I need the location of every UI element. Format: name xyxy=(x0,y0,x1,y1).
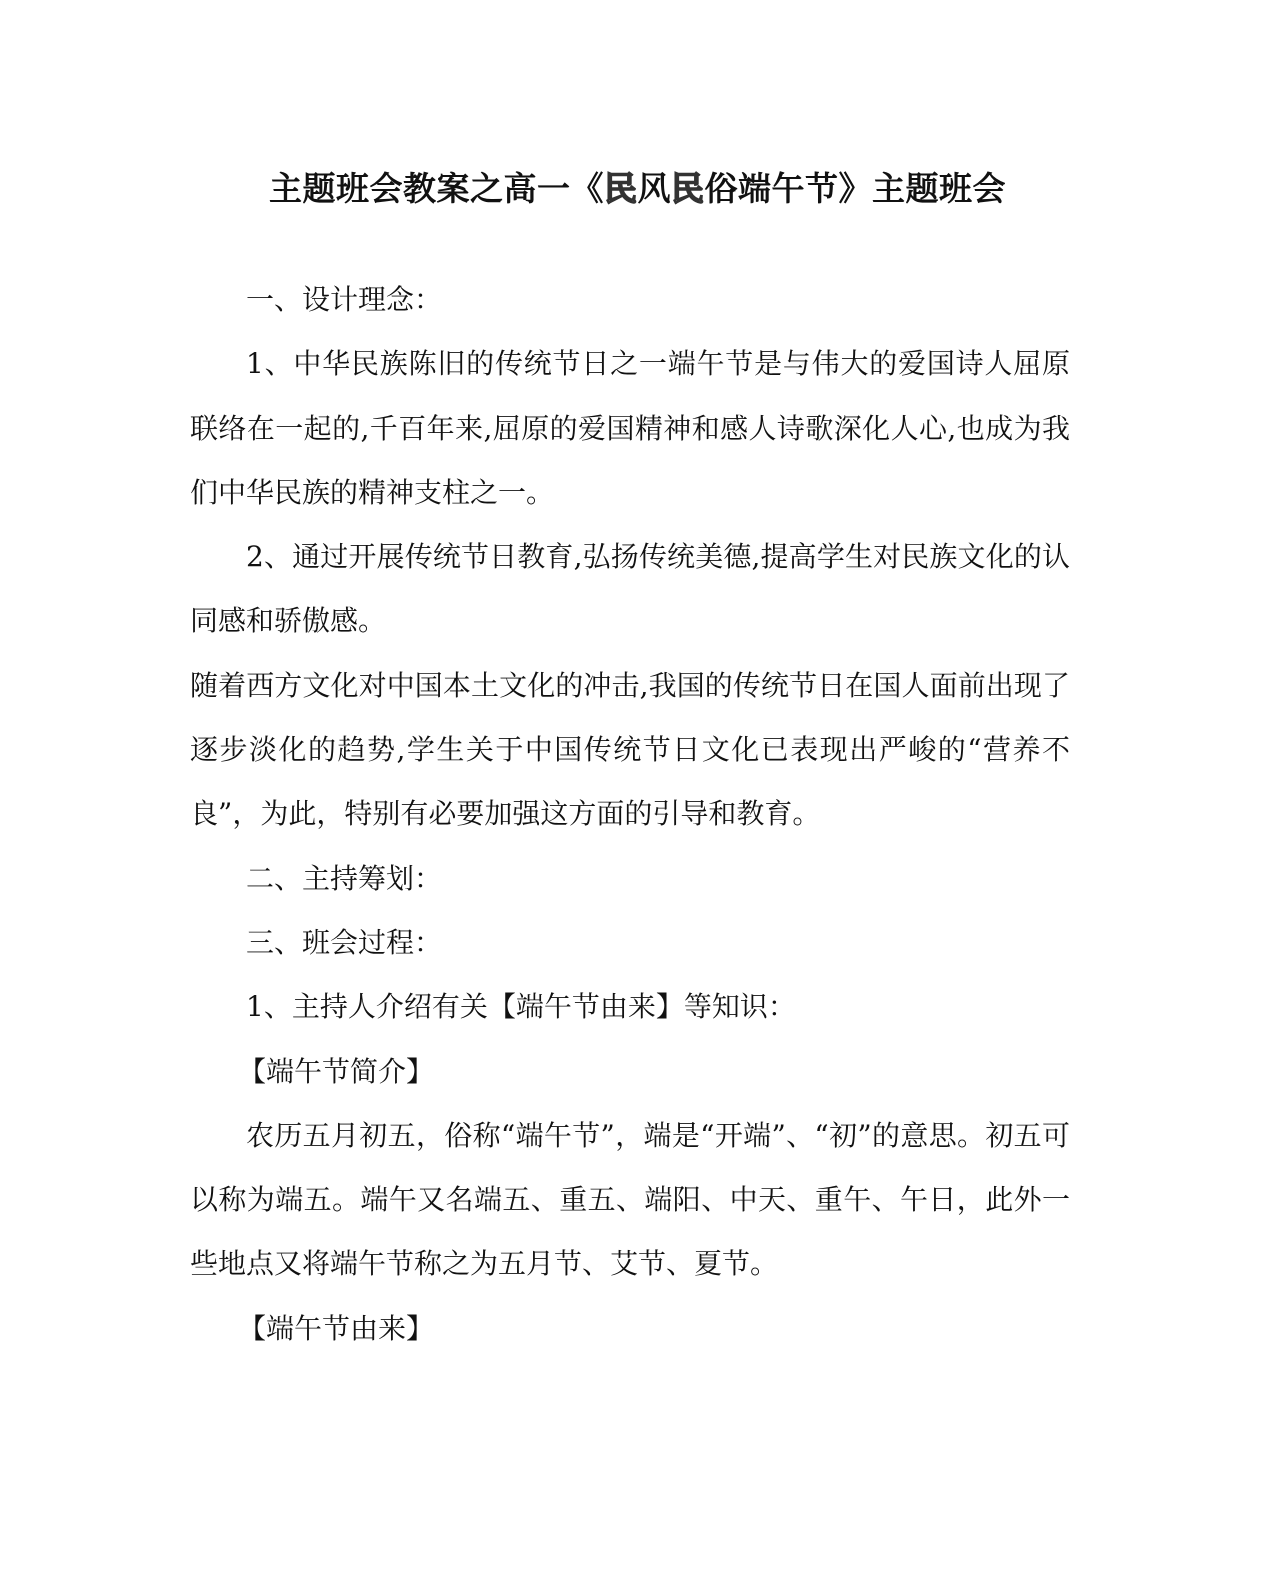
paragraph: 农历五月初五，俗称“端午节”，端是“开端”、“初”的意思。初五可以称为端五。端午又名端五、重五、端阳、中天、重午、午日，此外一些地点又将端午节称之为五月节、艾节、夏节。 xyxy=(190,1118,1070,1281)
subsection-heading: 【端午节由来】 xyxy=(238,1311,435,1345)
section-heading: 三、班会过程： xyxy=(246,925,443,959)
title-outlined-char: 民 xyxy=(604,169,638,208)
paragraph: 1、中华民族陈旧的传统节日之一端午节是与伟大的爱国诗人屈原联络在一起的,千百年来,屈原的爱国精神和感人诗歌深化人心,也成为我们中华民族的精神支柱之一。 xyxy=(190,347,1070,509)
paragraph: 2、通过开展传统节日教育,弘扬传统美德,提高学生对民族文化的认同感和骄傲感。 xyxy=(190,540,1070,638)
title-char: 风 xyxy=(637,169,671,208)
document-title xyxy=(0,163,1275,215)
document-body xyxy=(190,268,1070,1361)
section-heading: 二、主持筹划： xyxy=(246,861,443,895)
paragraph: 随着西方文化对中国本土文化的冲击,我国的传统节日在国人面前出现了逐步淡化的趋势,学生关于中国传统节日文化已表现出严峻的“营养不良”，为此，特别有必要加强这方面的引导和教育。 xyxy=(190,668,1070,831)
title-suffix: 俗端午节》主题班会 xyxy=(704,169,1006,208)
section-heading: 一、设计理念： xyxy=(246,283,443,316)
subsection-heading: 【端午节简介】 xyxy=(238,1054,435,1088)
title-prefix: 主题班会教案之高一《 xyxy=(269,169,604,208)
paragraph: 1、主持人介绍有关【端午节由来】等知识： xyxy=(246,990,796,1024)
title-outlined-char: 民 xyxy=(671,169,705,208)
